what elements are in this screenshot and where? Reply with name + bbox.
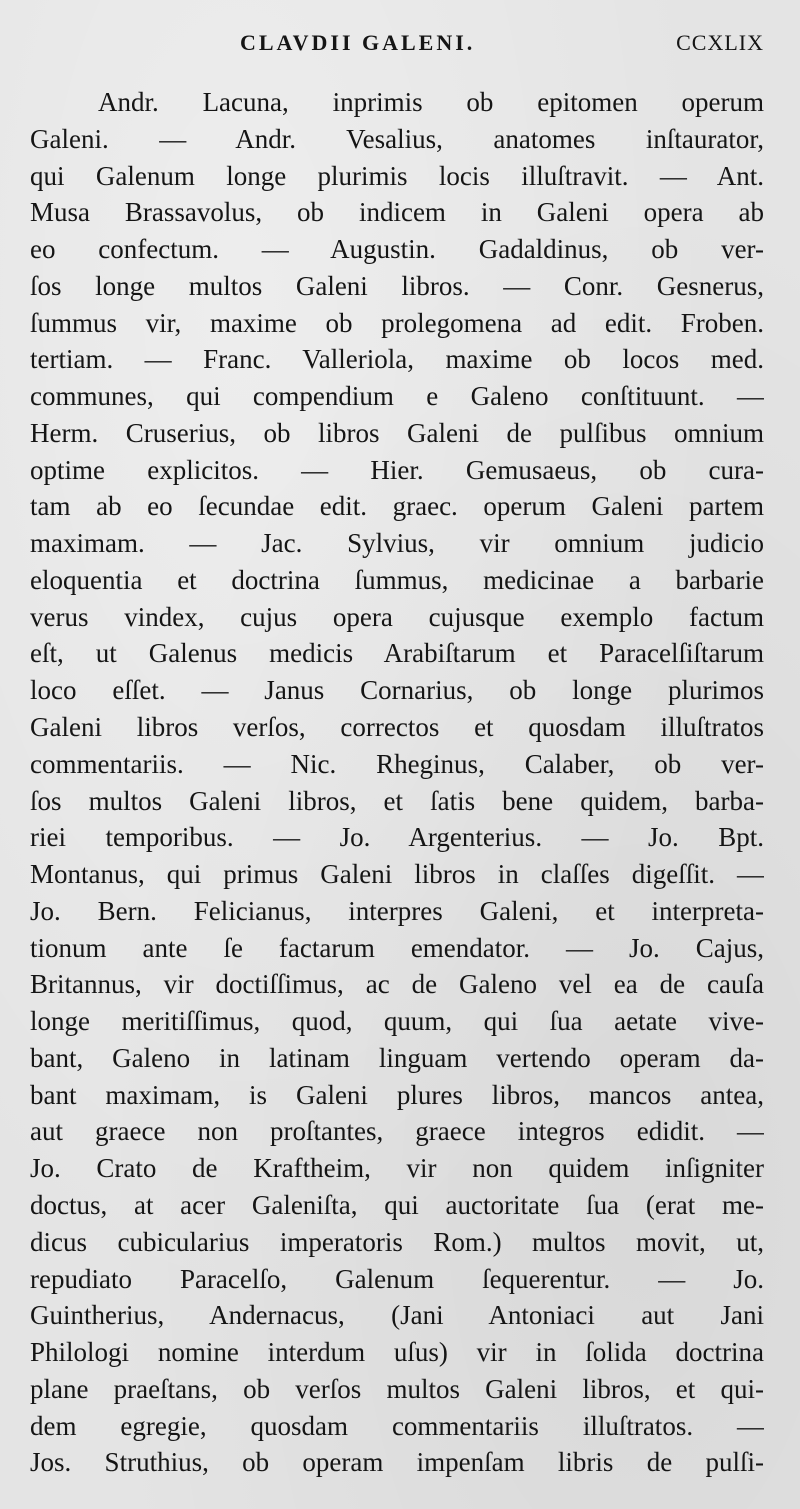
text-line: Herm. Cruserius, ob libros Galeni de pulſibus omnium (30, 417, 764, 448)
text-line: loco eſſet. — Janus Cornarius, ob longe plurimos (30, 675, 764, 706)
text-line: ſos longe multos Galeni libros. — Conr. Gesnerus, (30, 270, 764, 301)
text-line: eloquentia et doctrina ſummus, medicinae a barbarie (30, 564, 764, 595)
text-line: dicus cubicularius imperatoris Rom.) multos movit, ut, (30, 1226, 764, 1257)
text-line: Galeni libros verſos, correctos et quosdam illuſtratos (30, 712, 764, 743)
text-line: bant, Galeno in latinam linguam vertendo operam da- (30, 1042, 764, 1073)
text-line: Guintherius, Andernacus, (Jani Antoniaci aut Jani (30, 1300, 764, 1331)
text-line: Musa Brassavolus, ob indicem in Galeni opera ab (30, 197, 764, 228)
text-line: eo confectum. — Augustin. Gadaldinus, ob ver- (30, 234, 764, 265)
text-line: doctus, at acer Galeniſta, qui auctoritate ſua (erat me- (30, 1189, 764, 1220)
text-line: communes, qui compendium e Galeno conſtituunt. — (30, 381, 764, 412)
text-line: ſummus vir, maxime ob prolegomena ad edit. Froben. (30, 307, 764, 338)
text-line: maximam. — Jac. Sylvius, vir omnium judicio (30, 528, 764, 559)
text-line: tam ab eo ſecundae edit. graec. operum Galeni partem (30, 491, 764, 522)
page-number: CCXLIX (676, 30, 764, 55)
text-line: tionum ante ſe factarum emendator. — Jo. Cajus, (30, 932, 764, 963)
text-line: Jo. Bern. Felicianus, interpres Galeni, et interpreta- (30, 895, 764, 926)
text-line: commentariis. — Nic. Rheginus, Calaber, ob ver- (30, 748, 764, 779)
text-line: Jo. Crato de Kraftheim, vir non quidem inſigniter (30, 1153, 764, 1184)
text-line: repudiato Paracelſo, Galenum ſequerentur. — Jo. (30, 1263, 764, 1294)
text-line: tertiam. — Franc. Valleriola, maxime ob locos med. (30, 344, 764, 375)
text-line: Philologi nomine interdum uſus) vir in ſolida doctrina (30, 1337, 764, 1368)
text-line: Britannus, vir doctiſſimus, ac de Galeno vel ea de cauſa (30, 969, 764, 1000)
text-line: eſt, ut Galenus medicis Arabiſtarum et Paracelſiſtarum (30, 638, 764, 669)
text-line: Jos. Struthius, ob operam impenſam libris de pulſi- (30, 1447, 764, 1478)
text-line: Andr. Lacuna, inprimis ob epitomen operum (98, 87, 764, 117)
text-line: plane praeſtans, ob verſos multos Galeni libros, et qui- (30, 1373, 764, 1404)
text-line: bant maximam, is Galeni plures libros, mancos antea, (30, 1079, 764, 1110)
text-line: ſos multos Galeni libros, et ſatis bene quidem, barba- (30, 785, 764, 816)
text-line: verus vindex, cujus opera cujusque exemplo factum (30, 601, 764, 632)
text-line: longe meritiſſimus, quod, quum, qui ſua aetate vive- (30, 1006, 764, 1037)
body-text (30, 84, 764, 1481)
text-line: dem egregie, quosdam commentariis illuſtratos. — (30, 1410, 764, 1441)
text-line: Montanus, qui primus Galeni libros in claſſes digeſſit. — (30, 859, 764, 890)
running-title: CLAVDII GALENI. (240, 30, 476, 55)
text-line: qui Galenum longe plurimis locis illuſtravit. — Ant. (30, 160, 764, 191)
text-line: riei temporibus. — Jo. Argenterius. — Jo. Bpt. (30, 822, 764, 853)
text-line: aut graece non proſtantes, graece integros edidit. — (30, 1116, 764, 1147)
text-line: Galeni. — Andr. Vesalius, anatomes inſtaurator, (30, 123, 764, 154)
running-head (0, 30, 800, 60)
text-line: optime explicitos. — Hier. Gemusaeus, ob cura- (30, 454, 764, 485)
